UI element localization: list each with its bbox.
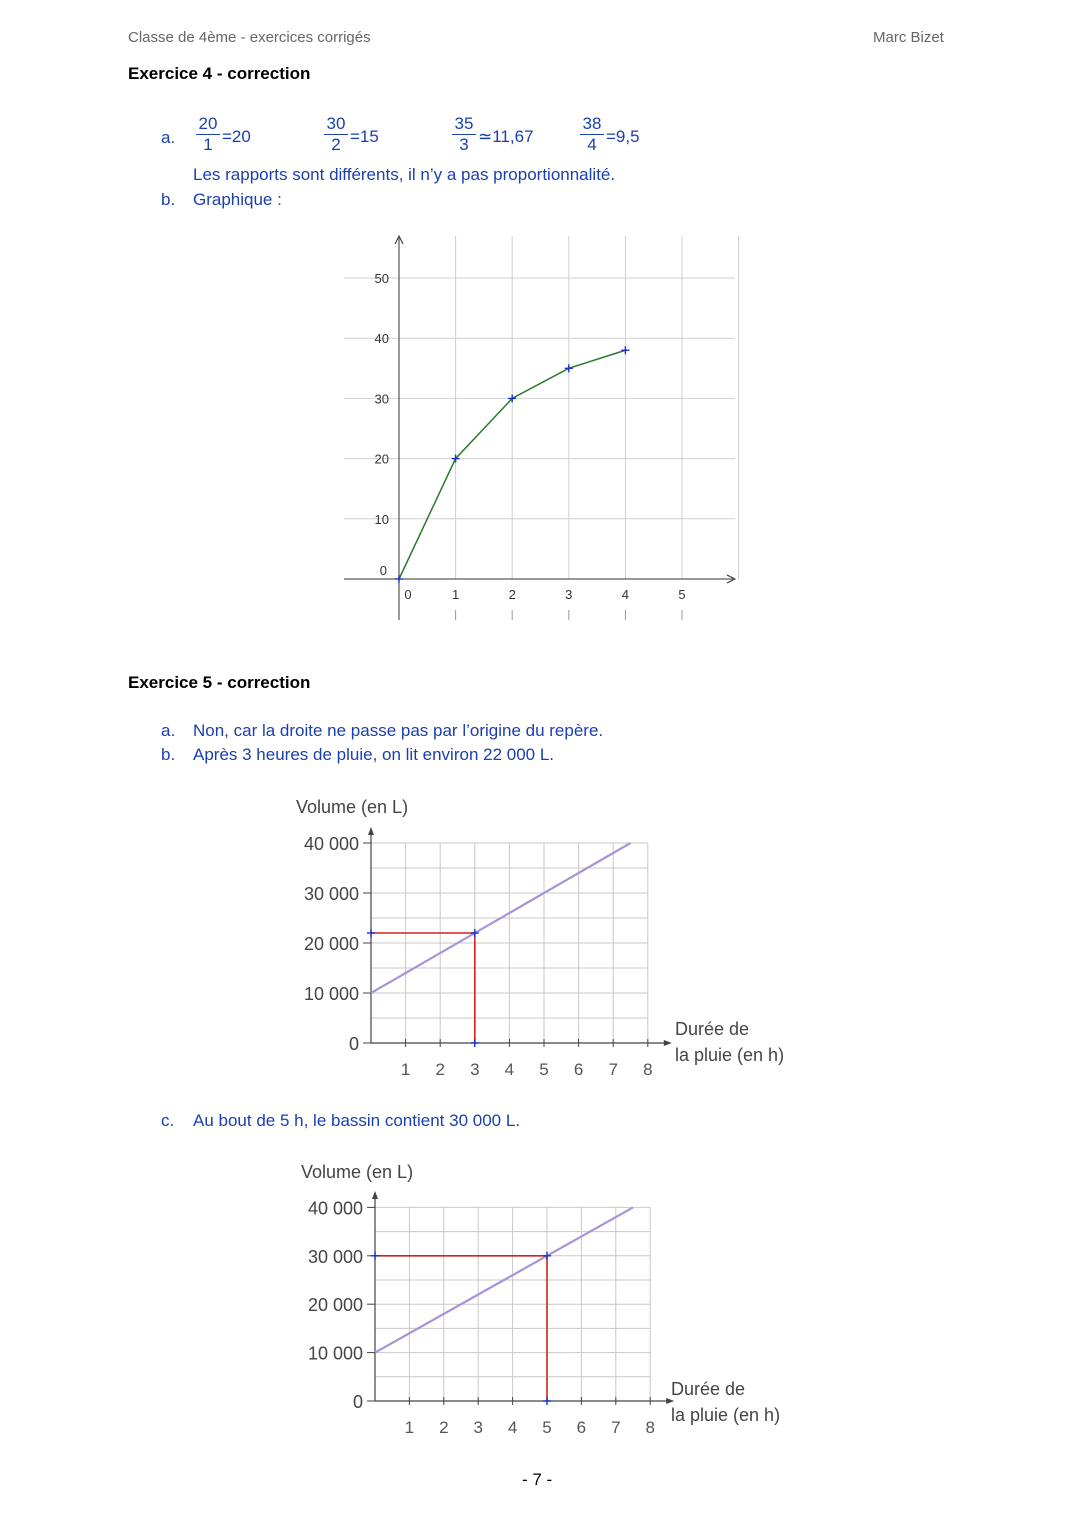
x-axis-title-line1: Durée de <box>675 1019 750 1039</box>
x-tick-label: 1 <box>404 1418 415 1437</box>
x-axis-title-line2: la pluie (en h) <box>671 1405 781 1425</box>
x-tick-label: 4 <box>504 1060 515 1079</box>
y-tick-label: 20 000 <box>307 1295 363 1316</box>
ex5-title: Exercice 5 - correction <box>128 673 311 692</box>
x-tick-label: 2 <box>439 1418 449 1437</box>
x-tick-label: 6 <box>573 1060 584 1079</box>
fraction-3-den: 3 <box>459 135 469 154</box>
x-tick-label: 5 <box>542 1418 552 1437</box>
ex4-b-text: Graphique : <box>193 190 282 209</box>
x-tick-label: 2 <box>508 587 516 602</box>
x-tick-label: 5 <box>678 587 686 602</box>
header-right: Marc Bizet <box>873 29 944 46</box>
y-axis-title: Volume (en L) <box>296 797 409 817</box>
y-tick-label: 10 <box>374 511 389 527</box>
ex4-a-marker: a. <box>161 128 176 147</box>
x-tick-label: 8 <box>645 1418 655 1437</box>
ex5-b-text: Après 3 heures de pluie, on lit environ 22 000 L. <box>193 745 555 764</box>
fraction-1-den: 1 <box>203 135 213 154</box>
y-tick-label: 40 000 <box>307 1198 363 1219</box>
x-tick-label: 3 <box>470 1060 480 1079</box>
y-tick-label: 0 <box>352 1392 363 1412</box>
x-tick-label: 8 <box>643 1060 653 1079</box>
fraction-3-num: 35 <box>452 114 476 135</box>
fraction-2-result: =15 <box>350 127 379 146</box>
x-tick-label: 1 <box>400 1060 411 1079</box>
y-tick-label: 40 000 <box>303 834 359 854</box>
y-tick-label: 30 <box>374 391 389 407</box>
y-tick-label: 20 000 <box>303 934 359 954</box>
x-tick-label: 0 <box>404 587 412 602</box>
header-left: Classe de 4ème - exercices corrigés <box>128 29 371 46</box>
y-tick-label: 0 <box>348 1034 359 1054</box>
x-tick-label: 4 <box>621 587 630 602</box>
ex5-b-marker: b. <box>161 745 176 764</box>
fraction-4-den: 4 <box>587 135 597 154</box>
ex5-a-text: Non, car la droite ne passe pas par l’origine du repère. <box>193 721 604 740</box>
x-tick-label: 3 <box>473 1418 483 1437</box>
x-tick-label: 7 <box>608 1060 618 1079</box>
ex5-c-text: Au bout de 5 h, le bassin contient 30 000 L. <box>193 1111 521 1130</box>
fraction-1-num: 20 <box>196 114 220 135</box>
fraction-2-num: 30 <box>324 114 348 135</box>
x-tick-label: 7 <box>611 1418 621 1437</box>
x-axis-title-line1: Durée de <box>671 1379 746 1399</box>
y-tick-label: 10 000 <box>307 1343 363 1364</box>
x-tick-label: 6 <box>576 1418 587 1437</box>
x-tick-label: 4 <box>507 1418 518 1437</box>
fraction-2-den: 2 <box>331 135 341 154</box>
x-tick-label: 1 <box>451 587 460 602</box>
fraction-1-result: =20 <box>222 127 251 146</box>
x-tick-label: 3 <box>565 587 573 602</box>
y-tick-label: 50 <box>374 271 389 286</box>
y-tick-label: 10 000 <box>303 984 359 1004</box>
x-tick-label: 2 <box>435 1060 445 1079</box>
x-tick-label: 5 <box>539 1060 549 1079</box>
y-tick-label: 30 000 <box>303 884 359 904</box>
y-tick-label: 30 000 <box>307 1246 363 1267</box>
fraction-4-result: =9,5 <box>606 127 640 146</box>
ex5-c-marker: c. <box>161 1111 175 1130</box>
fraction-4-num: 38 <box>580 114 604 135</box>
ex4-title: Exercice 4 - correction <box>128 64 311 83</box>
y-tick-label: 40 <box>374 331 389 347</box>
y-axis-title: Volume (en L) <box>301 1162 414 1182</box>
page-number: - 7 - <box>522 1470 553 1489</box>
x-axis-title-line2: la pluie (en h) <box>675 1045 785 1065</box>
fraction-3-result: ≃11,67 <box>478 127 534 146</box>
ex5-a-marker: a. <box>161 721 176 740</box>
y-tick-label: 20 <box>374 451 389 467</box>
ex4-conclusion: Les rapports sont différents, il n’y a pas proportionnalité. <box>193 165 616 184</box>
ex4-b-marker: b. <box>161 190 176 209</box>
y-tick-label: 0 <box>379 563 387 578</box>
y-axis-arrow <box>372 1191 378 1199</box>
